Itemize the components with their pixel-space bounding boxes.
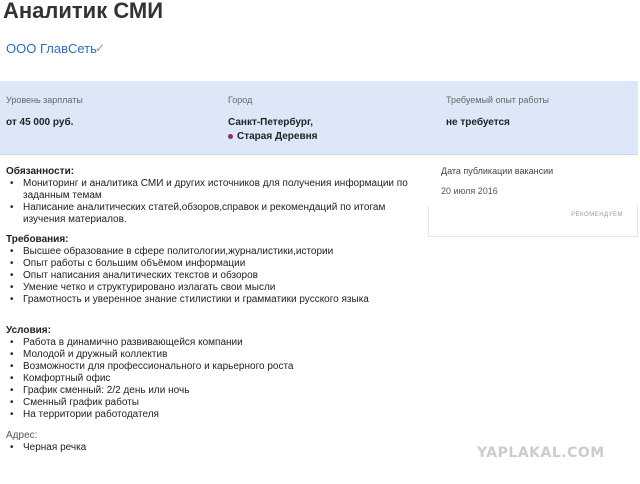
responsibilities-list xyxy=(6,178,411,226)
experience-value: не требуется xyxy=(446,117,510,128)
list-item: • На территории работодателя xyxy=(6,409,411,421)
verified-check-icon: ✓ xyxy=(95,41,106,55)
requirements-section xyxy=(6,234,411,306)
vacancy-description xyxy=(6,166,411,454)
metro-dot-icon xyxy=(228,134,233,139)
list-item: • Возможности для профессионального и карьерного роста xyxy=(6,361,411,373)
vacancy-title: Аналитик СМИ xyxy=(3,0,164,23)
metro-station xyxy=(228,130,317,144)
recommended-box xyxy=(428,206,638,237)
list-item: • Написание аналитических статей,обзоров,справок и рекомендаций по итогам изучения материалов. xyxy=(6,202,411,226)
list-item: • Сменный график работы xyxy=(6,397,411,409)
experience-column xyxy=(446,95,549,130)
company-link[interactable]: ООО ГлавСеть xyxy=(6,41,97,56)
address-title: Адрес: xyxy=(6,430,38,441)
list-item: • Комфортный офис xyxy=(6,373,411,385)
list-item: • Опыт написания аналитических текстов и обзоров xyxy=(6,270,411,282)
publication-date: 20 июля 2016 xyxy=(441,186,498,196)
city-label: Город xyxy=(228,95,253,105)
list-item: • Мониторинг и аналитика СМИ и других источников для получения информации по заданным темам xyxy=(6,178,411,202)
salary-value: от 45 000 руб. xyxy=(6,117,74,128)
list-item: • Высшее образование в сфере политологии,журналистики,истории xyxy=(6,246,411,258)
conditions-title: Условия: xyxy=(6,325,51,336)
responsibilities-section xyxy=(6,166,411,226)
salary-label: Уровень зарплаты xyxy=(6,95,83,105)
list-item: • Работа в динамично развивающейся компании xyxy=(6,337,411,349)
vacancy-info-band xyxy=(0,81,638,155)
city-value-block xyxy=(228,116,317,144)
conditions-section xyxy=(6,325,411,421)
city-value: Санкт-Петербург, xyxy=(228,117,314,128)
address-list xyxy=(6,442,411,454)
list-item: • Молодой и дружный коллектив xyxy=(6,349,411,361)
publication-info xyxy=(441,166,553,196)
address-section xyxy=(6,430,411,454)
conditions-list xyxy=(6,337,411,421)
list-item: • Опыт работы с большим объёмом информации xyxy=(6,258,411,270)
list-item: • Черная речка xyxy=(6,442,411,454)
salary-column xyxy=(6,95,83,130)
recommended-label: РЕКОМЕНДУЕМ xyxy=(571,212,623,218)
city-column xyxy=(228,95,317,144)
metro-station-name: Старая Деревня xyxy=(237,131,318,142)
requirements-list xyxy=(6,246,411,306)
responsibilities-title: Обязанности: xyxy=(6,166,75,177)
list-item: • График сменный: 2/2 день или ночь xyxy=(6,385,411,397)
requirements-title: Требования: xyxy=(6,234,69,245)
experience-label: Требуемый опыт работы xyxy=(446,95,549,105)
list-item: • Грамотность и уверенное знание стилистики и грамматики русского языка xyxy=(6,294,411,306)
publication-date-label: Дата публикации вакансии xyxy=(441,166,554,176)
watermark: YAPLAKAL.COM xyxy=(477,445,605,461)
list-item: • Умение четко и структурировано излагать свои мысли xyxy=(6,282,411,294)
